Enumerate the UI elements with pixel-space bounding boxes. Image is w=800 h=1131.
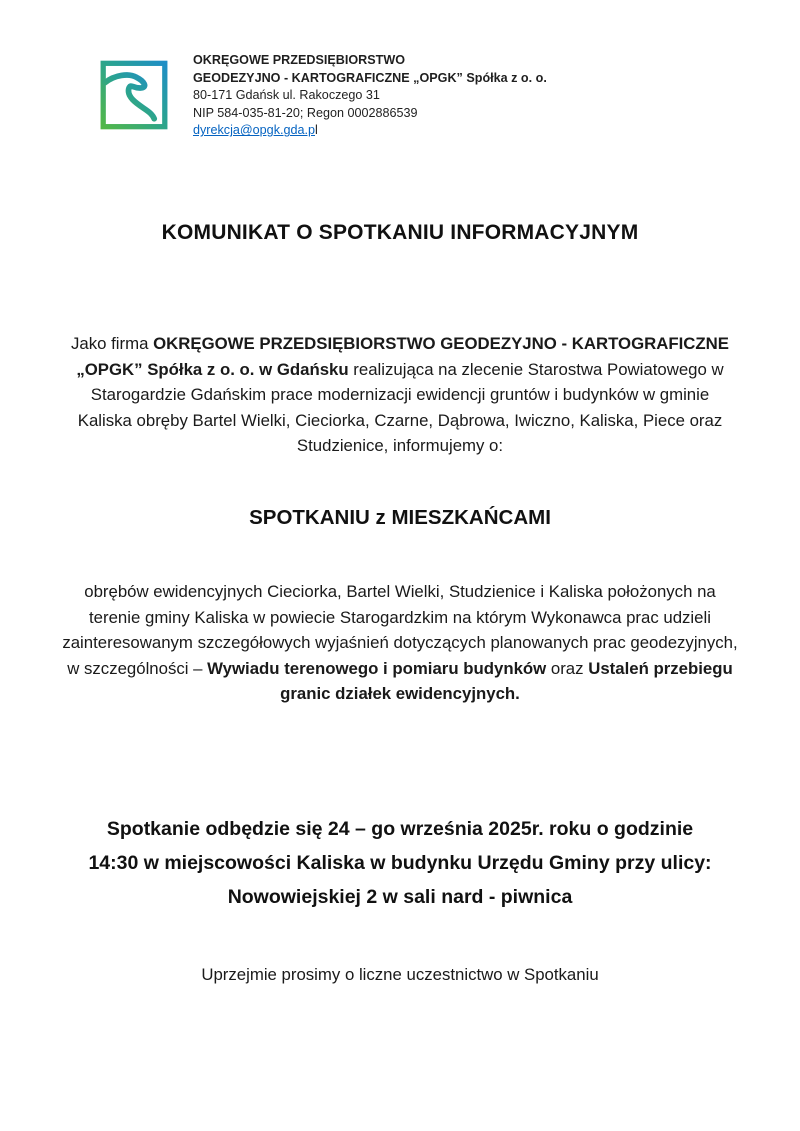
email-link[interactable]: dyrekcja@opgk.gda.p — [193, 123, 316, 138]
meeting-details — [0, 812, 800, 914]
details-paragraph — [62, 579, 738, 707]
intro-seg3: realizująca na zlecenie Starostwa Powiatowego w Starogardzie Gdańskim prace modernizacji ewidencji gruntów i budynków w gminie Kaliska obręby Bartel Wielki, Cieciorka, Czarne, Dąbrowa, Iwiczno, Kaliska, Piece oraz Studzienice, informujemy o: — [77, 359, 724, 456]
closing-line: Uprzejmie prosimy o liczne uczestnictwo w Spotkaniu — [201, 965, 599, 984]
company-email — [193, 122, 547, 140]
intro-seg1: Jako firma — [71, 334, 154, 353]
meeting-subtitle: SPOTKANIU z MIESZKAŃCAMI — [249, 506, 551, 529]
intro-paragraph — [62, 331, 738, 459]
meeting-line-3: Nowowiejskiej 2 w sali nard - piwnica — [227, 886, 573, 908]
page-title: KOMUNIKAT O SPOTKANIU INFORMACYJNYM — [161, 221, 639, 244]
meeting-line-2: 14:30 w miejscowości Kaliska w budynku Urzędu Gminy przy ulicy: — [88, 852, 712, 874]
meeting-line-1: Spotkanie odbędzie się 24 – go września 2025r. roku o godzinie — [106, 818, 694, 840]
details-seg1: obrębów ewidencyjnych Cieciorka, Bartel Wielki, Studzienice i Kaliska położonych na terenie gminy Kaliska w powiecie Starogardzkim na którym Wykonawca prac udzieli zainteresowanym szczegółowych wyjaśnień dotyczących planowanych prac geodezyjnych, w szczególności – — [62, 582, 738, 678]
letterhead — [90, 50, 547, 140]
company-logo-icon — [90, 50, 178, 140]
details-bold-2: Ustaleń przebiegu granic działek ewidencyjnych. — [280, 658, 733, 704]
email-tail-char: l — [315, 123, 318, 138]
intro-company-bold: OKRĘGOWE PRZEDSIĘBIORSTWO GEODEZYJNO - KARTOGRAFICZNE „OPGK” Spółka z o. o. w Gdańsku — [76, 334, 729, 379]
company-name-line1: OKRĘGOWE PRZEDSIĘBIORSTWO — [193, 53, 406, 67]
details-bold-1: Wywiadu terenowego i pomiaru budynków — [207, 658, 547, 678]
company-info — [193, 50, 547, 140]
company-name-line2: GEODEZYJNO - KARTOGRAFICZNE „OPGK” Spółka z o. o. — [193, 70, 547, 85]
details-seg3: oraz — [546, 658, 589, 678]
company-nip-regon: NIP 584-035-81-20; Regon 0002886539 — [193, 105, 418, 120]
company-address: 80-171 Gdańsk ul. Rakoczego 31 — [193, 88, 380, 103]
